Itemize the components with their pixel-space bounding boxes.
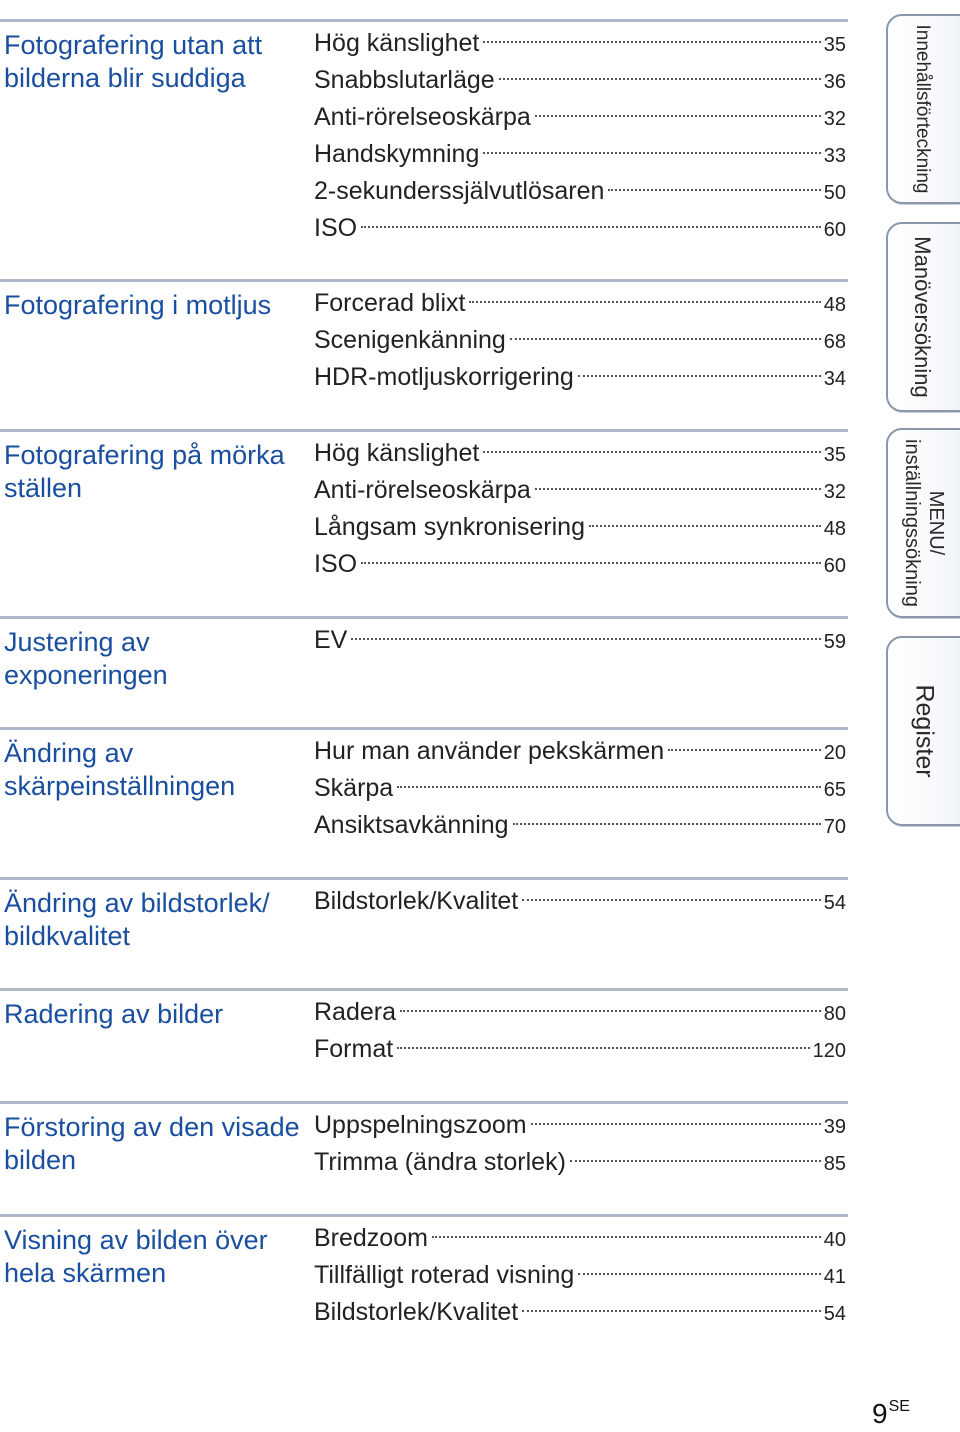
- dot-leader: [510, 338, 821, 340]
- toc-entry[interactable]: [314, 173, 846, 210]
- dot-leader: [483, 451, 820, 453]
- entry-label: Bildstorlek/Kvalitet: [314, 1298, 519, 1326]
- section-heading: Justering av exponeringen: [4, 627, 168, 690]
- toc-entry[interactable]: [314, 285, 846, 322]
- entry-page: 85: [823, 1153, 846, 1175]
- toc-entry[interactable]: [314, 546, 846, 583]
- section-heading: Visning av bilden över hela skärmen: [4, 1225, 268, 1288]
- dot-leader: [589, 525, 821, 527]
- toc-entry[interactable]: [314, 733, 846, 770]
- toc-entry[interactable]: [314, 99, 846, 136]
- dot-leader: [570, 1160, 821, 1162]
- entry-label: ISO: [314, 214, 358, 242]
- dot-leader: [361, 562, 821, 564]
- entry-label: Anti-rörelseoskärpa: [314, 476, 531, 504]
- entry-label: Skärpa: [314, 774, 394, 802]
- entry-label: Bredzoom: [314, 1224, 428, 1252]
- page-number: [872, 1398, 910, 1430]
- section-items: [314, 1107, 846, 1181]
- entry-label: Tillfälligt roterad visning: [314, 1261, 575, 1289]
- section-heading: Ändring av bildstorlek/ bildkvalitet: [4, 888, 270, 951]
- entry-page: 20: [823, 742, 846, 764]
- entry-page: 32: [823, 481, 846, 503]
- entry-label: Snabbslutarläge: [314, 66, 495, 94]
- toc-entry[interactable]: [314, 359, 846, 396]
- tab-contents-label: Innehållsförteckning: [912, 24, 933, 194]
- entry-page: 50: [823, 182, 846, 204]
- toc-entry[interactable]: [314, 210, 846, 247]
- section-divider: [0, 429, 848, 432]
- dot-leader: [522, 899, 821, 901]
- entry-label: Bildstorlek/Kvalitet: [314, 887, 519, 915]
- toc-entry[interactable]: [314, 622, 846, 659]
- entry-label: Anti-rörelseoskärpa: [314, 103, 531, 131]
- section-heading: Fotografering utan att bilderna blir suddiga: [4, 30, 263, 93]
- tab-menu-search-line1: MENU/: [925, 490, 947, 556]
- section-items: [314, 1220, 846, 1331]
- toc-entry[interactable]: [314, 883, 846, 920]
- entry-page: 33: [823, 145, 846, 167]
- toc-entry[interactable]: [314, 1257, 846, 1294]
- entry-page: 60: [823, 219, 846, 241]
- toc-entry[interactable]: [314, 472, 846, 509]
- dot-leader: [522, 1310, 821, 1312]
- entry-label: 2-sekunderssjälvutlösaren: [314, 177, 605, 205]
- entry-label: Hög känslighet: [314, 439, 480, 467]
- entry-label: Scenigenkänning: [314, 326, 506, 354]
- entry-label: Handskymning: [314, 140, 480, 168]
- entry-label: Format: [314, 1035, 394, 1063]
- toc-entry[interactable]: [314, 1294, 846, 1331]
- entry-page: 35: [823, 444, 846, 466]
- section-divider: [0, 1214, 848, 1217]
- entry-label: Trimma (ändra storlek): [314, 1148, 566, 1176]
- entry-page: 39: [823, 1116, 846, 1138]
- entry-label: Långsam synkronisering: [314, 513, 585, 541]
- entry-page: 34: [823, 368, 846, 390]
- dot-leader: [535, 488, 821, 490]
- dot-leader: [668, 749, 821, 751]
- toc-entry[interactable]: [314, 509, 846, 546]
- section-items: [314, 994, 846, 1068]
- entry-label: Hög känslighet: [314, 29, 480, 57]
- dot-leader: [608, 189, 820, 191]
- toc-entry[interactable]: [314, 807, 846, 844]
- entry-page: 48: [823, 294, 846, 316]
- entry-page: 54: [823, 1303, 846, 1325]
- entry-page: 32: [823, 108, 846, 130]
- tab-contents[interactable]: [886, 14, 960, 204]
- entry-page: 70: [823, 816, 846, 838]
- entry-page: 40: [823, 1229, 846, 1251]
- dot-leader: [578, 1273, 820, 1275]
- dot-leader: [513, 823, 821, 825]
- dot-leader: [499, 78, 821, 80]
- section-divider: [0, 877, 848, 880]
- dot-leader: [397, 1047, 809, 1049]
- entry-page: 80: [823, 1003, 846, 1025]
- section-divider: [0, 988, 848, 991]
- page-number-value: 9: [872, 1398, 888, 1429]
- entry-page: 65: [823, 779, 846, 801]
- entry-page: 41: [823, 1266, 846, 1288]
- entry-label: HDR-motljuskorrigering: [314, 363, 574, 391]
- entry-page: 36: [823, 71, 846, 93]
- page-number-suffix: SE: [888, 1398, 910, 1415]
- section-divider: [0, 727, 848, 730]
- tab-menu-search[interactable]: [886, 428, 960, 618]
- entry-label: Radera: [314, 998, 396, 1026]
- section-items: [314, 883, 846, 920]
- tab-index[interactable]: [886, 636, 960, 826]
- toc-entry[interactable]: [314, 1031, 846, 1068]
- dot-leader: [531, 1123, 821, 1125]
- section-items: [314, 435, 846, 583]
- section-heading: Radering av bilder: [4, 999, 224, 1029]
- entry-label: Forcerad blixt: [314, 289, 466, 317]
- dot-leader: [432, 1236, 821, 1238]
- entry-page: 35: [823, 34, 846, 56]
- section-items: [314, 285, 846, 396]
- dot-leader: [483, 41, 820, 43]
- entry-page: 59: [823, 631, 846, 653]
- toc-entry[interactable]: [314, 25, 846, 62]
- tab-menu-search-label: [900, 439, 948, 607]
- section-heading: Förstoring av den visade bilden: [4, 1112, 300, 1175]
- section-divider: [0, 279, 848, 282]
- section-divider: [0, 616, 848, 619]
- section-divider: [0, 1101, 848, 1104]
- toc-entry[interactable]: [314, 1144, 846, 1181]
- entry-label: Ansiktsavkänning: [314, 811, 509, 839]
- entry-page: 54: [823, 892, 846, 914]
- section-heading: Fotografering i motljus: [4, 290, 272, 320]
- entry-label: Hur man använder pekskärmen: [314, 737, 665, 765]
- section-items: [314, 25, 846, 247]
- toc-entry[interactable]: [314, 62, 846, 99]
- entry-label: Uppspelningszoom: [314, 1111, 527, 1139]
- dot-leader: [578, 375, 821, 377]
- entry-page: 120: [812, 1040, 846, 1062]
- toc-entry[interactable]: [314, 322, 846, 359]
- entry-label: ISO: [314, 550, 358, 578]
- toc-entry[interactable]: [314, 994, 846, 1031]
- dot-leader: [469, 301, 820, 303]
- dot-leader: [397, 786, 821, 788]
- section-heading: Ändring av skärpeinställningen: [4, 738, 236, 801]
- section-items: [314, 733, 846, 844]
- dot-leader: [483, 152, 820, 154]
- dot-leader: [535, 115, 821, 117]
- section-heading: Fotografering på mörka ställen: [4, 440, 285, 503]
- tab-operation-search[interactable]: [886, 222, 960, 412]
- section-divider: [0, 19, 848, 22]
- tab-index-label: Register: [910, 684, 939, 778]
- toc-entry[interactable]: [314, 770, 846, 807]
- toc-entry[interactable]: [314, 435, 846, 472]
- dot-leader: [351, 638, 820, 640]
- tab-operation-search-label: Manöversökning: [910, 236, 935, 398]
- toc-entry[interactable]: [314, 136, 846, 173]
- dot-leader: [361, 226, 821, 228]
- entry-label: EV: [314, 626, 348, 654]
- dot-leader: [400, 1010, 821, 1012]
- tab-menu-search-line2: inställningssökning: [901, 439, 923, 607]
- entry-page: 48: [823, 518, 846, 540]
- entry-page: 68: [823, 331, 846, 353]
- toc-entry[interactable]: [314, 1107, 846, 1144]
- section-items: [314, 622, 846, 659]
- toc-entry[interactable]: [314, 1220, 846, 1257]
- entry-page: 60: [823, 555, 846, 577]
